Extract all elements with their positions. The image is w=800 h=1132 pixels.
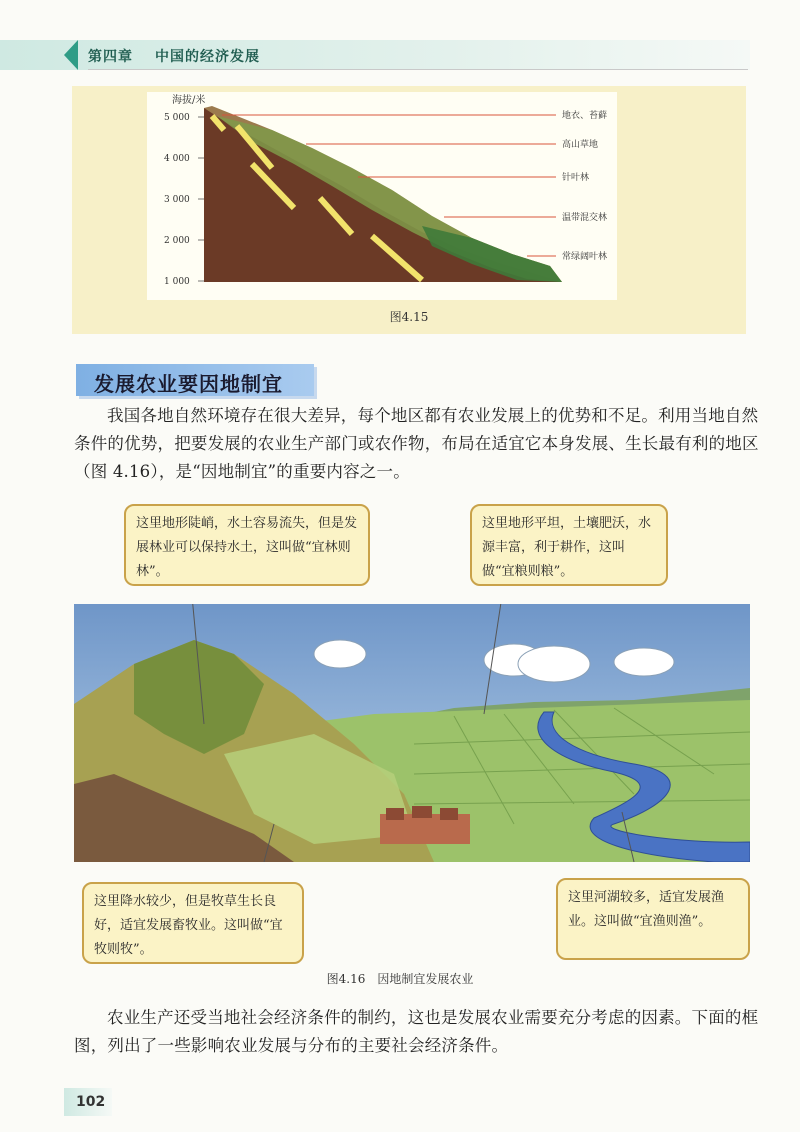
zone-label-conifer: 针叶林 xyxy=(562,173,590,183)
page-number: 102 xyxy=(76,1094,106,1110)
figure-4-15-caption: 图4.15 xyxy=(389,310,429,324)
chapter-title: 中国的经济发展 xyxy=(155,49,260,65)
y-tick-4000: 4 000 xyxy=(164,154,190,164)
y-tick-3000: 3 000 xyxy=(164,195,190,205)
figure-4-16-caption: 图4.16 因地制宜发展农业 xyxy=(326,972,474,986)
y-tick-1000: 1 000 xyxy=(164,277,190,287)
y-axis-label: 海拔/米 xyxy=(172,95,206,106)
y-tick-2000: 2 000 xyxy=(164,236,190,246)
chapter-number: 第四章 xyxy=(88,49,133,65)
callout-fishery: 这里河湖较多，适宜发展渔业。这叫做“宜渔则渔”。 xyxy=(556,878,750,960)
callout-pasture: 这里降水较少，但是牧草生长良好，适宜发展畜牧业。这叫做“宜牧则牧”。 xyxy=(82,882,304,964)
village xyxy=(380,806,470,844)
callout-grain: 这里地形平坦，土壤肥沃，水源丰富，利于耕作，这叫做“宜粮则粮”。 xyxy=(470,504,668,586)
section-title: 发展农业要因地制宜 xyxy=(94,372,283,396)
zone-label-alpine-meadow: 高山草地 xyxy=(562,140,599,150)
body-paragraph-2: 农业生产还受当地社会经济条件的制约，这也是发展农业需要充分考虑的因素。下面的框图，列出了一些影响农业发展与分布的主要社会经济条件。 xyxy=(74,1008,759,1055)
callout-forestry: 这里地形陡峭，水土容易流失，但是发展林业可以保持水土，这叫做“宜林则林”。 xyxy=(124,504,370,586)
zone-label-evergreen: 常绿阔叶林 xyxy=(562,252,608,262)
body-paragraph-1: 我国各地自然环境存在很大差异，每个地区都有农业发展上的优势和不足。利用当地自然条件的优势，把要发展的农业生产部门或农作物，布局在适宜它本身发展、生长最有利的地区（图 4.16），是“因地制宜”的重要内容之一。 xyxy=(74,406,759,481)
figure-4-15 xyxy=(72,86,746,334)
running-header xyxy=(88,46,282,66)
vertical-zonation-diagram xyxy=(72,86,746,334)
landscape-illustration xyxy=(74,604,750,862)
header-rule xyxy=(88,69,748,70)
section-title-box xyxy=(76,364,314,396)
y-tick-5000: 5 000 xyxy=(164,113,190,123)
zone-label-lichen: 地衣、苔藓 xyxy=(562,111,608,121)
zone-label-mixed-forest: 温带混交林 xyxy=(562,213,608,223)
